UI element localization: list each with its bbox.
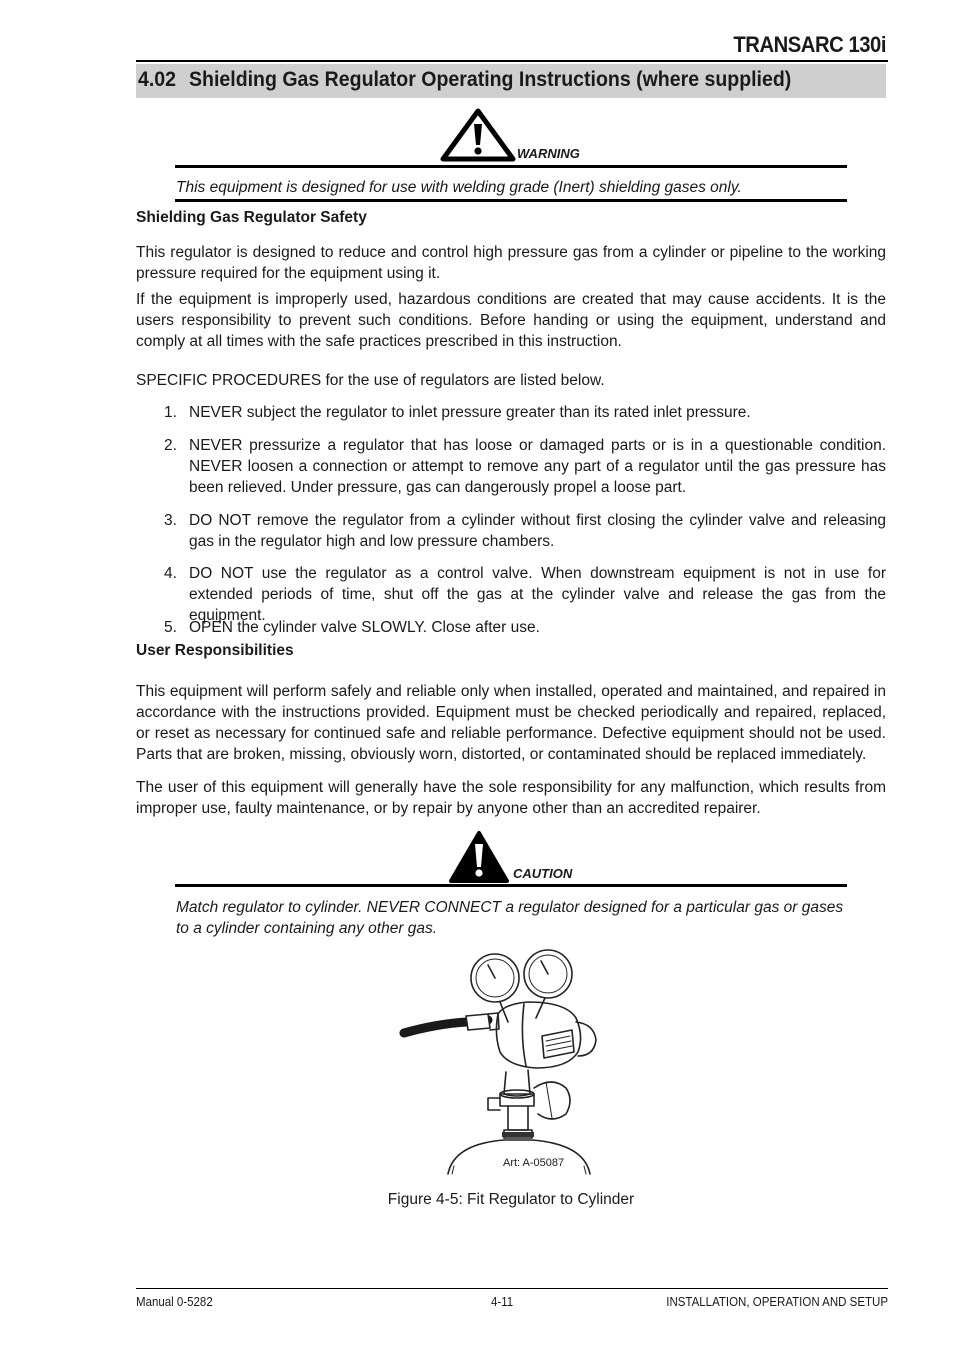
safety-paragraph-3: SPECIFIC PROCEDURES for the use of regulators are listed below. [136,372,605,389]
responsibilities-paragraph-1: This equipment will perform safely and reliable only when installed, operated and maintained, and repaired in accordance with the instructions provided. Equipment must be checked periodically and repaired, replaced, or reset as necessary for continued safe and reliable performance. Defective equipment should not be used. Parts that are broken, missing, obviously worn, distorted, or contaminated should be replaced immediately. [136,683,886,763]
list-item-number: 4. [164,565,177,582]
responsibilities-heading: User Responsibilities [136,642,294,659]
list-item-text: DO NOT use the regulator as a control valve. When downstream equipment is not in use for extended periods of time, shut off the gas at the cylinder valve and release the gas from the equipment. [189,565,886,624]
header-rule [136,60,888,62]
safety-paragraph-1: This regulator is designed to reduce and control high pressure gas from a cylinder or pipeline to the working pressure required for the equipment using it. [136,244,886,282]
caution-text: Match regulator to cylinder. NEVER CONNECT a regulator designed for a particular gas or gases to a cylinder containing any other gas. [176,899,844,937]
caution-triangle-icon [448,830,510,884]
caution-rule [175,884,847,887]
list-item-text: NEVER subject the regulator to inlet pressure greater than its rated inlet pressure. [189,404,751,421]
safety-paragraph-2: If the equipment is improperly used, hazardous conditions are created that may cause accidents. It is the users responsibility to prevent such conditions. Before handing or using the equipment, understand and comply at all times with the safe practices prescribed in this instruction. [136,291,886,350]
art-reference: Art: A-05087 [503,1157,565,1169]
footer-rule [136,1288,888,1289]
figure-caption: Figure 4-5: Fit Regulator to Cylinder [387,1191,635,1208]
regulator-illustration [396,948,612,1176]
list-item-text: DO NOT remove the regulator from a cylinder without first closing the cylinder valve and releasing gas in the regulator high and low pressure chambers. [189,512,886,550]
list-item-number: 5. [164,619,177,636]
warning-label: WARNING [517,146,580,161]
section-title [138,68,791,92]
list-item-text: OPEN the cylinder valve SLOWLY. Close after use. [189,619,540,636]
footer-page-number: 4-11 [491,1295,514,1309]
list-item-number: 1. [164,404,177,421]
footer-section: INSTALLATION, OPERATION AND SETUP [666,1295,888,1309]
list-item-number: 2. [164,437,177,454]
warning-rule-bottom [175,199,847,202]
caution-label: CAUTION [513,866,573,881]
warning-rule-top [175,165,847,168]
list-item-number: 3. [164,512,177,529]
list-item-text: NEVER pressurize a regulator that has loose or damaged parts or is in a questionable condition. NEVER loosen a connection or attempt to remove any part of a regulator until the gas pressure has been relieved. Under pressure, gas can dangerously propel a loose part. [189,437,886,496]
warning-triangle-icon [440,108,516,162]
section-number: 4.02 [138,68,177,91]
footer-manual: Manual 0-5282 [136,1295,213,1309]
section-title-text: Shielding Gas Regulator Operating Instructions (where supplied) [189,68,792,91]
responsibilities-paragraph-2: The user of this equipment will generally have the sole responsibility for any malfunction, which results from improper use, faulty maintenance, or by repair by anyone other than an accredited repairer. [136,779,886,817]
product-title: TRANSARC 130i [733,32,886,57]
safety-heading: Shielding Gas Regulator Safety [136,209,367,226]
warning-text: This equipment is designed for use with welding grade (Inert) shielding gases only. [176,179,742,196]
